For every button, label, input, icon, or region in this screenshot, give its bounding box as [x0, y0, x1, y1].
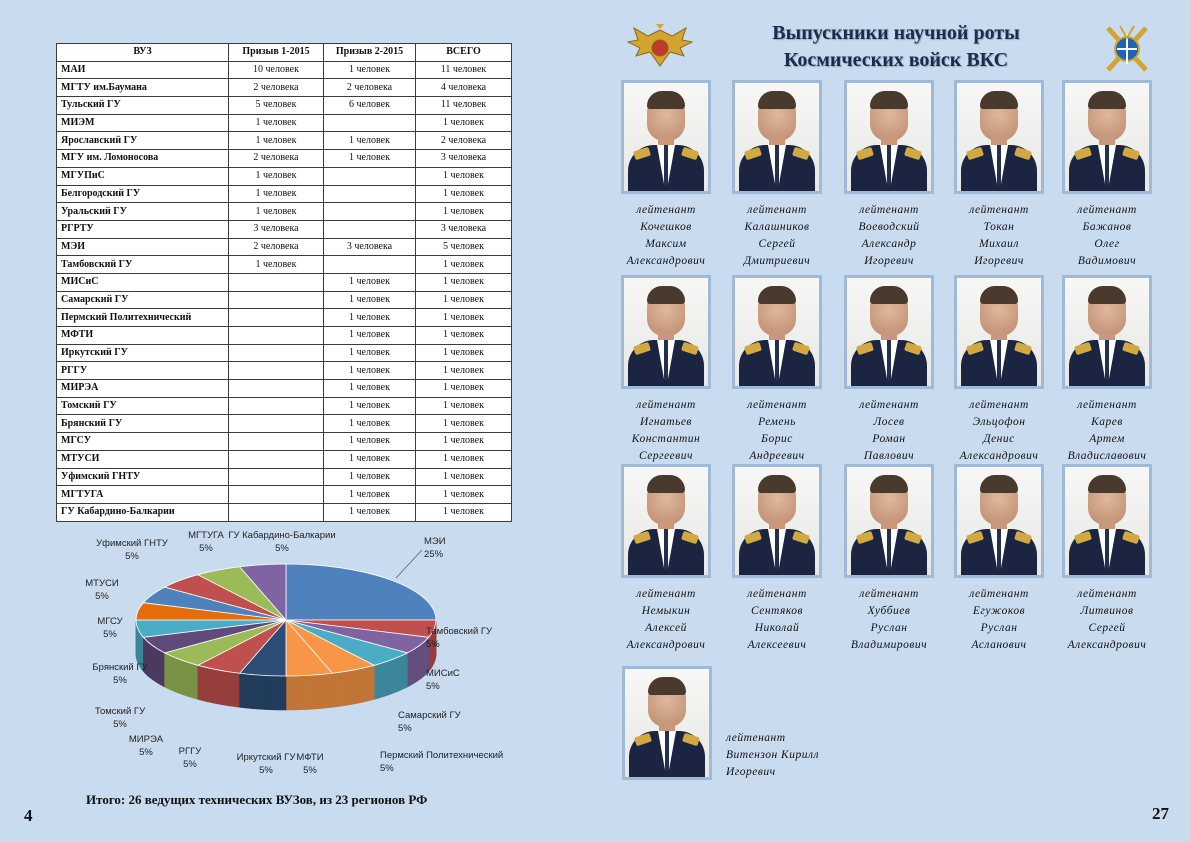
draft-1-count [229, 450, 324, 468]
table-row [57, 273, 512, 291]
graduate-patronymic: Владимирович [850, 639, 928, 651]
graduate-rank: лейтенант [1077, 588, 1137, 600]
graduate-patronymic: Дмитриевич [743, 255, 811, 267]
university-name: Тульский ГУ [57, 97, 229, 115]
graduate-surname: Ремень [758, 416, 796, 428]
total-count: 1 человек [416, 185, 512, 203]
draft-2-count: 1 человек [324, 486, 416, 504]
graduate-first-name: Руслан [980, 622, 1018, 634]
draft-2-count: 6 человек [324, 97, 416, 115]
draft-1-count [229, 397, 324, 415]
table-row [57, 486, 512, 504]
graduate-first-name: Олег [1094, 238, 1120, 250]
graduate-rank: лейтенант [969, 588, 1029, 600]
draft-2-count [324, 256, 416, 274]
graduate-surname: Воеводский [858, 221, 920, 233]
total-count: 1 человек [416, 344, 512, 362]
graduate-surname: Лосев [873, 416, 905, 428]
header-university: ВУЗ [57, 44, 229, 62]
draft-1-count [229, 273, 324, 291]
university-name: Белгородский ГУ [57, 185, 229, 203]
graduate-name: Витензон Кирилл [726, 749, 819, 761]
total-count: 1 человек [416, 273, 512, 291]
graduate-patronymic: Александрович [1067, 639, 1147, 651]
graduate-caption [723, 397, 831, 465]
draft-1-count [229, 291, 324, 309]
graduate-caption [612, 586, 720, 654]
draft-1-count [229, 433, 324, 451]
graduate-surname: Литвинов [1080, 605, 1134, 617]
portrait-photo [954, 80, 1044, 194]
graduate-card [835, 275, 943, 465]
graduate-patronymic: Александрович [626, 255, 706, 267]
draft-2-count: 1 человек [324, 344, 416, 362]
graduate-patronymic: Сергеевич [638, 450, 694, 462]
total-count: 1 человек [416, 450, 512, 468]
university-name: МИРЭА [57, 380, 229, 398]
draft-2-count [324, 114, 416, 132]
graduate-card [945, 275, 1053, 465]
graduate-surname: Хуббиев [867, 605, 911, 617]
graduate-surname: Карев [1091, 416, 1123, 428]
draft-2-count [324, 167, 416, 185]
university-name: МГТУГА [57, 486, 229, 504]
graduate-first-name: Николай [754, 622, 800, 634]
draft-1-count [229, 486, 324, 504]
graduate-surname: Сентяков [750, 605, 804, 617]
draft-2-count [324, 220, 416, 238]
university-name: МГУ им. Ломоносова [57, 150, 229, 168]
university-name: МЭИ [57, 238, 229, 256]
table-row [57, 203, 512, 221]
draft-1-count: 1 человек [229, 132, 324, 150]
graduate-caption [1053, 202, 1161, 270]
graduate-rank: лейтенант [726, 732, 786, 744]
graduate-card [723, 275, 831, 465]
draft-2-count: 1 человек [324, 273, 416, 291]
draft-2-count: 1 человек [324, 291, 416, 309]
space-troops-emblem-icon [1098, 20, 1156, 83]
graduate-patronymic: Асланович [971, 639, 1027, 651]
graduate-caption [945, 397, 1053, 465]
graduate-first-name: Максим [645, 238, 687, 250]
graduate-card [622, 666, 712, 780]
graduate-card [1053, 275, 1161, 465]
university-name: РГРТУ [57, 220, 229, 238]
graduate-caption [612, 397, 720, 465]
draft-1-count: 10 человек [229, 61, 324, 79]
total-count: 3 человека [416, 220, 512, 238]
table-row [57, 291, 512, 309]
draft-1-count: 1 человек [229, 185, 324, 203]
graduate-rank: лейтенант [969, 399, 1029, 411]
table-row [57, 415, 512, 433]
graduate-card [612, 464, 720, 654]
table-row [57, 327, 512, 345]
table-row [57, 450, 512, 468]
total-count: 1 человек [416, 486, 512, 504]
portrait-photo [844, 275, 934, 389]
pie-slice [286, 564, 436, 620]
table-header-row [57, 44, 512, 62]
draft-2-count: 1 человек [324, 450, 416, 468]
draft-1-count [229, 344, 324, 362]
graduate-rank: лейтенант [747, 588, 807, 600]
university-name: МГСУ [57, 433, 229, 451]
draft-2-count: 1 человек [324, 362, 416, 380]
university-name: Самарский ГУ [57, 291, 229, 309]
total-count: 11 человек [416, 61, 512, 79]
table-row [57, 433, 512, 451]
table-row [57, 79, 512, 97]
graduate-surname: Бажанов [1082, 221, 1132, 233]
page-number-left: 4 [24, 806, 33, 825]
university-name: Брянский ГУ [57, 415, 229, 433]
header-draft-1: Призыв 1-2015 [229, 44, 324, 62]
table-row [57, 309, 512, 327]
graduate-caption [723, 586, 831, 654]
graduate-first-name: Руслан [870, 622, 908, 634]
pie-slice-side [165, 653, 166, 688]
total-count: 1 человек [416, 397, 512, 415]
portrait-photo [844, 464, 934, 578]
draft-2-count: 1 человек [324, 503, 416, 521]
pie-slice-label: МИРЭА 5% [128, 734, 164, 758]
table-row [57, 61, 512, 79]
graduate-rank: лейтенант [859, 204, 919, 216]
portrait-photo [621, 464, 711, 578]
university-name: МИСиС [57, 273, 229, 291]
graduate-patronymic: Игоревич [974, 255, 1024, 267]
graduate-caption [945, 586, 1053, 654]
university-name: РГГУ [57, 362, 229, 380]
total-count: 3 человека [416, 150, 512, 168]
draft-1-count: 1 человек [229, 203, 324, 221]
graduate-card [723, 464, 831, 654]
portrait-photo [732, 464, 822, 578]
graduate-card [1053, 464, 1161, 654]
university-name: Тамбовский ГУ [57, 256, 229, 274]
graduate-patronymic: Александрович [959, 450, 1039, 462]
university-name: МИЭМ [57, 114, 229, 132]
portrait-photo [621, 80, 711, 194]
pie-slice-label: МИСиС 5% [426, 668, 460, 692]
graduate-caption [1053, 586, 1161, 654]
title-line-2: Космических войск ВКС [783, 49, 1009, 71]
graduate-caption [835, 586, 943, 654]
pie-slice-label: Пермский Политехнический 5% [380, 750, 504, 774]
graduate-first-name: Артем [1089, 433, 1125, 445]
title-line-1: Выпускники научной роты [772, 22, 1020, 44]
draft-1-count [229, 309, 324, 327]
universities-table [56, 43, 512, 522]
graduate-rank: лейтенант [636, 399, 696, 411]
draft-1-count: 5 человек [229, 97, 324, 115]
graduate-caption [726, 730, 819, 781]
draft-2-count [324, 185, 416, 203]
graduate-rank: лейтенант [969, 204, 1029, 216]
total-count: 1 человек [416, 362, 512, 380]
total-count: 1 человек [416, 503, 512, 521]
draft-1-count [229, 503, 324, 521]
pie-slice-label: Брянский ГУ 5% [92, 662, 148, 686]
graduate-rank: лейтенант [1077, 399, 1137, 411]
portrait-photo [732, 275, 822, 389]
total-count: 1 человек [416, 256, 512, 274]
draft-1-count: 1 человек [229, 167, 324, 185]
portrait-photo [954, 275, 1044, 389]
graduate-rank: лейтенант [859, 399, 919, 411]
table-row [57, 114, 512, 132]
portrait-photo [954, 464, 1044, 578]
draft-1-count [229, 327, 324, 345]
draft-1-count: 2 человека [229, 238, 324, 256]
table-row [57, 344, 512, 362]
portrait-photo [622, 666, 712, 780]
draft-2-count: 1 человек [324, 397, 416, 415]
portrait-photo [1062, 464, 1152, 578]
graduate-rank: лейтенант [747, 204, 807, 216]
table-row [57, 256, 512, 274]
graduate-patronymic: Алексеевич [747, 639, 807, 651]
graduate-surname: Токан [983, 221, 1015, 233]
university-name: МГУПиС [57, 167, 229, 185]
graduate-caption [723, 202, 831, 270]
header-total: ВСЕГО [416, 44, 512, 62]
graduate-card [835, 464, 943, 654]
total-count: 1 человек [416, 114, 512, 132]
university-name: Томский ГУ [57, 397, 229, 415]
draft-2-count: 3 человека [324, 238, 416, 256]
draft-1-count [229, 415, 324, 433]
table-row [57, 380, 512, 398]
total-count: 1 человек [416, 291, 512, 309]
total-count: 1 человек [416, 468, 512, 486]
draft-1-count [229, 362, 324, 380]
graduate-rank: лейтенант [636, 588, 696, 600]
graduate-first-name: Роман [872, 433, 906, 445]
graduate-rank: лейтенант [747, 399, 807, 411]
portrait-photo [732, 80, 822, 194]
graduate-first-name: Денис [983, 433, 1015, 445]
pie-slice-label: Иркутский ГУ 5% [236, 752, 296, 776]
pie-chart [80, 528, 510, 783]
draft-1-count: 3 человека [229, 220, 324, 238]
total-count: 1 человек [416, 433, 512, 451]
graduate-card [835, 80, 943, 270]
university-name: МАИ [57, 61, 229, 79]
draft-1-count: 1 человек [229, 256, 324, 274]
graduate-patronymic: Вадимович [1077, 255, 1137, 267]
graduate-rank: лейтенант [859, 588, 919, 600]
graduate-first-name: Сергей [1088, 622, 1126, 634]
draft-2-count: 2 человека [324, 79, 416, 97]
draft-1-count: 2 человека [229, 150, 324, 168]
university-name: Ярославский ГУ [57, 132, 229, 150]
portrait-photo [1062, 275, 1152, 389]
total-count: 11 человек [416, 97, 512, 115]
table-row [57, 97, 512, 115]
graduate-first-name: Алексей [645, 622, 687, 634]
draft-2-count: 1 человек [324, 132, 416, 150]
graduate-caption [835, 397, 943, 465]
pie-slice-label: МТУСИ 5% [85, 578, 119, 602]
pie-slice-label: МГТУГА 5% [188, 530, 224, 554]
graduate-surname: Эльцофон [972, 416, 1026, 428]
graduate-patronymic: Павлович [863, 450, 915, 462]
university-name: Уральский ГУ [57, 203, 229, 221]
total-count: 2 человека [416, 132, 512, 150]
table-row [57, 150, 512, 168]
university-name: Пермский Политехнический [57, 309, 229, 327]
university-name: МФТИ [57, 327, 229, 345]
graduate-card [612, 80, 720, 270]
pie-slice-label: Уфимский ГНТУ 5% [96, 538, 168, 562]
graduate-caption [945, 202, 1053, 270]
header-draft-2: Призыв 2-2015 [324, 44, 416, 62]
total-count: 1 человек [416, 380, 512, 398]
graduate-surname: Кочешков [640, 221, 692, 233]
table-row [57, 468, 512, 486]
draft-1-count: 1 человек [229, 114, 324, 132]
table-row [57, 220, 512, 238]
graduate-caption [835, 202, 943, 270]
draft-1-count [229, 380, 324, 398]
university-name: ГУ Кабардино-Балкарии [57, 503, 229, 521]
draft-2-count: 1 человек [324, 380, 416, 398]
pie-slice-side [198, 665, 200, 699]
pie-slice-label: МФТИ 5% [296, 752, 324, 776]
draft-2-count: 1 человек [324, 61, 416, 79]
graduate-caption [612, 202, 720, 270]
draft-2-count: 1 человек [324, 150, 416, 168]
graduate-card [945, 80, 1053, 270]
university-name: МГТУ им.Баумана [57, 79, 229, 97]
table-row [57, 185, 512, 203]
graduate-card [612, 275, 720, 465]
graduate-rank: лейтенант [1077, 204, 1137, 216]
graduate-patronymic: Владиславович [1067, 450, 1147, 462]
graduate-card [723, 80, 831, 270]
portrait-photo [844, 80, 934, 194]
leader-line [396, 550, 422, 578]
draft-2-count: 1 человек [324, 415, 416, 433]
university-name: Уфимский ГНТУ [57, 468, 229, 486]
table-row [57, 132, 512, 150]
university-name: МТУСИ [57, 450, 229, 468]
pie-slice-label: МЭИ 25% [424, 536, 446, 560]
page-title [700, 20, 1092, 74]
graduate-patronymic: Игоревич [726, 766, 776, 778]
graduate-surname: Егужоков [972, 605, 1026, 617]
portrait-photo [1062, 80, 1152, 194]
graduate-first-name: Михаил [979, 238, 1019, 250]
pie-slice-label: МГСУ 5% [97, 616, 123, 640]
total-count: 1 человек [416, 203, 512, 221]
pie-slice-side [240, 673, 242, 707]
draft-2-count: 1 человек [324, 468, 416, 486]
draft-2-count: 1 человек [324, 433, 416, 451]
draft-2-count: 1 человек [324, 327, 416, 345]
graduate-surname: Игнатьев [640, 416, 692, 428]
graduate-first-name: Борис [761, 433, 793, 445]
table-row [57, 397, 512, 415]
graduate-card [1053, 80, 1161, 270]
total-count: 5 человек [416, 238, 512, 256]
graduate-patronymic: Андреевич [749, 450, 805, 462]
graduate-rank: лейтенант [636, 204, 696, 216]
pie-slice-label: Самарский ГУ 5% [398, 710, 461, 734]
graduate-card [945, 464, 1053, 654]
graduate-surname: Калашников [744, 221, 810, 233]
university-name: Иркутский ГУ [57, 344, 229, 362]
table-row [57, 362, 512, 380]
graduate-first-name: Константин [631, 433, 701, 445]
total-count: 4 человека [416, 79, 512, 97]
draft-1-count [229, 468, 324, 486]
graduate-caption [1053, 397, 1161, 465]
total-count: 1 человек [416, 415, 512, 433]
pie-slice-label: ГУ Кабардино-Балкарии 5% [228, 530, 336, 554]
portrait-photo [621, 275, 711, 389]
graduate-first-name: Сергей [758, 238, 796, 250]
total-count: 1 человек [416, 309, 512, 327]
table-row [57, 238, 512, 256]
draft-1-count: 2 человека [229, 79, 324, 97]
pie-slice-label: Томский ГУ 5% [94, 706, 146, 730]
total-count: 1 человек [416, 327, 512, 345]
draft-2-count: 1 человек [324, 309, 416, 327]
pie-slice-label: РГГУ 5% [178, 746, 202, 770]
pie-slice-label: Тамбовский ГУ 5% [426, 626, 493, 650]
total-count: 1 человек [416, 167, 512, 185]
table-row [57, 503, 512, 521]
double-eagle-emblem-icon [626, 22, 694, 79]
graduate-patronymic: Игоревич [864, 255, 914, 267]
graduate-patronymic: Александрович [626, 639, 706, 651]
graduate-first-name: Александр [861, 238, 917, 250]
page-number-right: 27 [1152, 804, 1169, 823]
draft-2-count [324, 203, 416, 221]
table-row [57, 167, 512, 185]
total-note: Итого: 26 ведущих технических ВУЗов, из 23 регионов РФ [86, 792, 428, 807]
graduate-surname: Немыкин [641, 605, 691, 617]
